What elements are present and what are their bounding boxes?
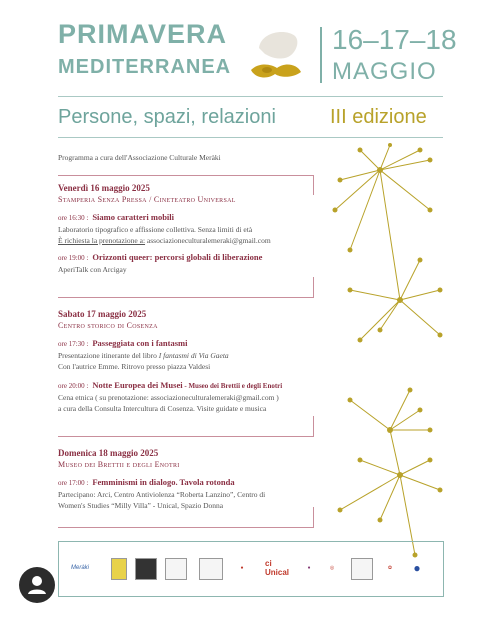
book-title: I fantasmi di Via Gaeta: [158, 351, 229, 360]
event-item: [58, 477, 265, 511]
day1-rule-side: [313, 175, 314, 195]
sponsor-logo: ◎: [329, 565, 335, 571]
festival-logo: [245, 26, 303, 82]
day3-rule-bottom: [58, 527, 314, 528]
avatar[interactable]: [19, 567, 55, 603]
title-line-1: PRIMAVERA: [58, 19, 228, 49]
booking-prefix: È richiesta la prenotazione a:: [58, 236, 146, 245]
event-name: Siamo caratteri mobili: [92, 212, 175, 222]
day2-rule-side: [313, 416, 314, 436]
event-time: ore 16:30 :: [58, 214, 89, 222]
event-desc: AperiTalk con Arcigay: [58, 265, 127, 274]
sponsors-strip: [58, 541, 444, 597]
event-desc: Laboratorio tipografico e affissione collettiva. Senza limiti di età: [58, 225, 253, 234]
event-time: ore 17:30 :: [58, 340, 89, 348]
day1-rule-bottom: [58, 297, 314, 298]
event-desc: Cena etnica ( su prenotazione: associazioneculturalemeraki@gmail.com ): [58, 393, 279, 402]
sponsor-logo: ●: [413, 561, 421, 575]
event-time: ore 17:00 :: [58, 479, 89, 487]
subtitle: Persone, spazi, relazioni: [58, 106, 276, 128]
day-title: Domenica 18 maggio 2025: [58, 448, 159, 458]
day-sunday: [58, 448, 265, 511]
event-desc-2: Women's Studies “Milly Villa” - Unical, Spazio Donna: [58, 501, 224, 510]
event-item: [58, 380, 286, 414]
user-icon: [19, 567, 55, 603]
curated-by-note: Programma a cura dell'Associazione Culturale Meràki: [58, 153, 221, 162]
event-desc-2: Con l'autrice Emme. Ritrovo presso piazza Valdesi: [58, 362, 211, 371]
day-saturday: [58, 309, 286, 414]
sponsor-logo: [199, 558, 223, 580]
sponsor-logo: ci Unical: [265, 559, 290, 577]
booking-email[interactable]: associazioneculturalemeraki@gmail.com: [145, 236, 271, 245]
day-title: Sabato 17 maggio 2025: [58, 309, 147, 319]
day1-rule-bottom-side: [313, 277, 314, 297]
sponsor-logo: [351, 558, 373, 580]
header-rule-bottom: [58, 137, 443, 138]
title-block: [58, 20, 231, 80]
event-name: Orizzonti queer: percorsi globali di liberazione: [92, 252, 263, 262]
network-graphic: [320, 140, 460, 560]
sponsor-logo: ♦: [307, 565, 311, 571]
day-friday: [58, 183, 271, 275]
day3-rule-side: [313, 507, 314, 527]
event-desc-2: a cura della Consulta Intercultura di Cosenza. Visite guidate e musica: [58, 404, 267, 413]
desc-prefix: Presentazione itinerante del libro: [58, 351, 159, 360]
day-title: Venerdì 16 maggio 2025: [58, 183, 150, 193]
event-name: Passeggiata con i fantasmi: [92, 338, 188, 348]
sponsor-logo: ●: [240, 565, 244, 571]
day-venue: Museo dei Brettii e degli Enotri: [58, 460, 180, 469]
sponsor-logo: ✿: [387, 565, 393, 571]
sponsor-logo: [111, 558, 127, 580]
day-venue: Centro storico di Cosenza: [58, 321, 158, 330]
sponsor-logo: Meràki: [70, 565, 89, 571]
event-month: MAGGIO: [332, 58, 437, 85]
sponsor-logo: [165, 558, 187, 580]
day2-rule-bottom: [58, 436, 314, 437]
edition-label: III edizione: [330, 106, 427, 128]
event-time: ore 19:00 :: [58, 254, 89, 262]
event-dates: 16–17–18: [332, 24, 457, 55]
event-name: Notte Europea dei Musei: [92, 380, 183, 390]
event-venue: - Museo dei Brettii e degli Enotri: [182, 382, 283, 390]
event-item: [58, 212, 271, 246]
title-line-2: MEDITERRANEA: [58, 56, 232, 78]
event-desc: Partecipano: Arci, Centro Antiviolenza “Roberta Lanzino”, Centro di: [58, 490, 266, 499]
event-item: [58, 338, 286, 372]
event-time: ore 20:00 :: [58, 382, 89, 390]
header-rule-top: [58, 96, 443, 97]
event-booking: [58, 235, 271, 246]
event-name: Femminismi in dialogo. Tavola rotonda: [92, 477, 235, 487]
day-venue: Stamperia Senza Pressa / Cineteatro Universal: [58, 195, 236, 204]
event-desc: [58, 350, 286, 361]
header-divider: [320, 27, 322, 83]
event-item: [58, 252, 271, 275]
sponsor-logo: [135, 558, 157, 580]
day1-rule-top: [58, 175, 314, 176]
